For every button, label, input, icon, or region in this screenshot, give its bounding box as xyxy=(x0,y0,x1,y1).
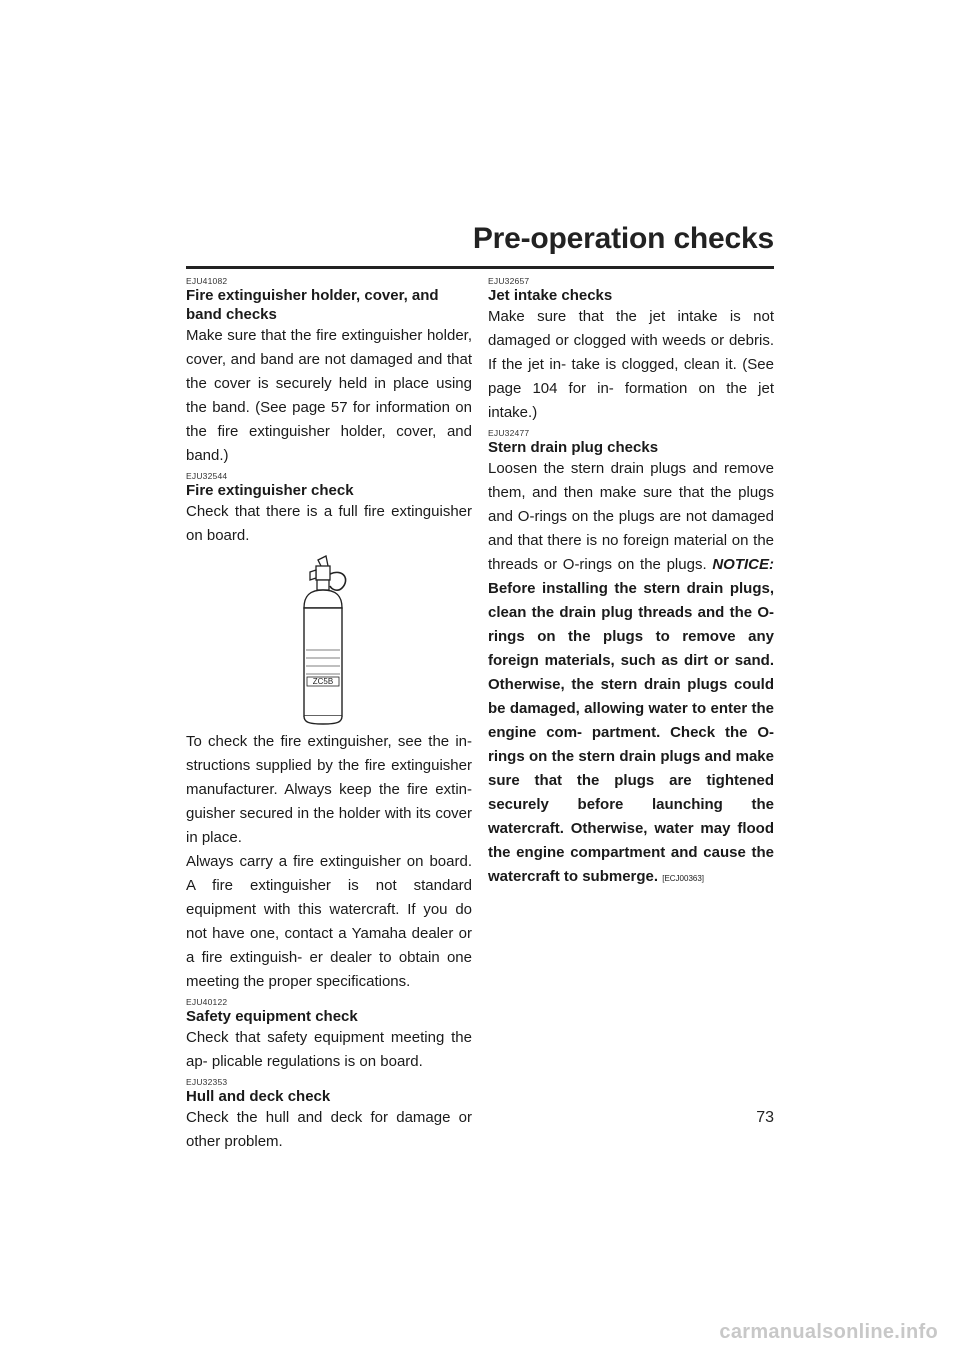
section-heading: Fire extinguisher holder, cover, and band checks xyxy=(186,287,439,323)
left-column xyxy=(186,277,472,1154)
section-heading: Safety equipment check xyxy=(186,1008,358,1025)
fire-extinguisher-illustration xyxy=(296,554,366,726)
section-code: EJU32353 xyxy=(186,1077,228,1087)
section-heading: Jet intake checks xyxy=(488,287,613,304)
section-code: EJU32544 xyxy=(186,471,228,481)
section-code: EJU40122 xyxy=(186,997,228,1007)
section-body: Check the hull and deck for damage or other problem. xyxy=(186,1109,472,1150)
section-body: Check that safety equipment meeting the ap- plicable regulations is on board. xyxy=(186,1029,472,1070)
fire-extinguisher-figure xyxy=(186,554,472,726)
section-body-text: Loosen the stern drain plugs and remove them, and then make sure that the plugs and O-rings on the plugs are not damaged and that there is no foreign material on the threads or O-rings on the plugs. xyxy=(488,460,774,573)
section-heading: Hull and deck check xyxy=(186,1088,331,1105)
section-body: To check the fire extinguisher, see the in- structions supplied by the fire extinguisher manufacturer. Always keep the fire extin- guisher secured in the holder with its cover in place. xyxy=(186,733,472,846)
notice-label: NOTICE: xyxy=(712,556,774,573)
section-heading: Stern drain plug checks xyxy=(488,439,659,456)
page-title: Pre-operation checks xyxy=(472,222,774,255)
notice-code: [ECJ00363] xyxy=(662,874,705,883)
section-body: Always carry a fire extinguisher on board. A fire extinguisher is not standard equipment with this watercraft. If you do not have one, contact a Yamaha dealer or a fire extinguish- er dealer to obtain one meeting the proper specifications. xyxy=(186,853,472,990)
section-code: EJU32657 xyxy=(488,276,530,286)
notice-text: Before installing the stern drain plugs, clean the drain plug threads and the O- rings on the plugs to remove any foreign materials, such as dirt or sand. Otherwise, the stern drain plugs could be damaged, allowing water to enter the engine com- partment. Check the O-rings on the stern drain plugs and make sure that the plugs are tightened securely before launching the watercraft. Otherwise, water may flood the engine compartment and cause the watercraft to submerge. xyxy=(488,580,774,885)
watermark: carmanualsonline.info xyxy=(719,1321,938,1343)
section-code: EJU32477 xyxy=(488,428,530,438)
section-body: Check that there is a full fire extinguisher on board. xyxy=(186,503,472,544)
section-body: Make sure that the fire extinguisher holder, cover, and band are not damaged and that the cover is securely held in place using the band. (See page 57 for information on the fire extinguisher holder, cover, and band.) xyxy=(186,327,472,464)
right-column xyxy=(488,277,774,891)
section-heading: Fire extinguisher check xyxy=(186,482,354,499)
header-rule xyxy=(186,266,774,269)
figure-code-label: ZC5B xyxy=(312,677,334,686)
section-code: EJU41082 xyxy=(186,276,228,286)
section-body: Make sure that the jet intake is not damaged or clogged with weeds or debris. If the jet in- take is clogged, clean it. (See page 104 for in- formation on the jet intake.) xyxy=(488,308,774,421)
page-number: 73 xyxy=(756,1109,774,1126)
section-body xyxy=(488,457,774,891)
